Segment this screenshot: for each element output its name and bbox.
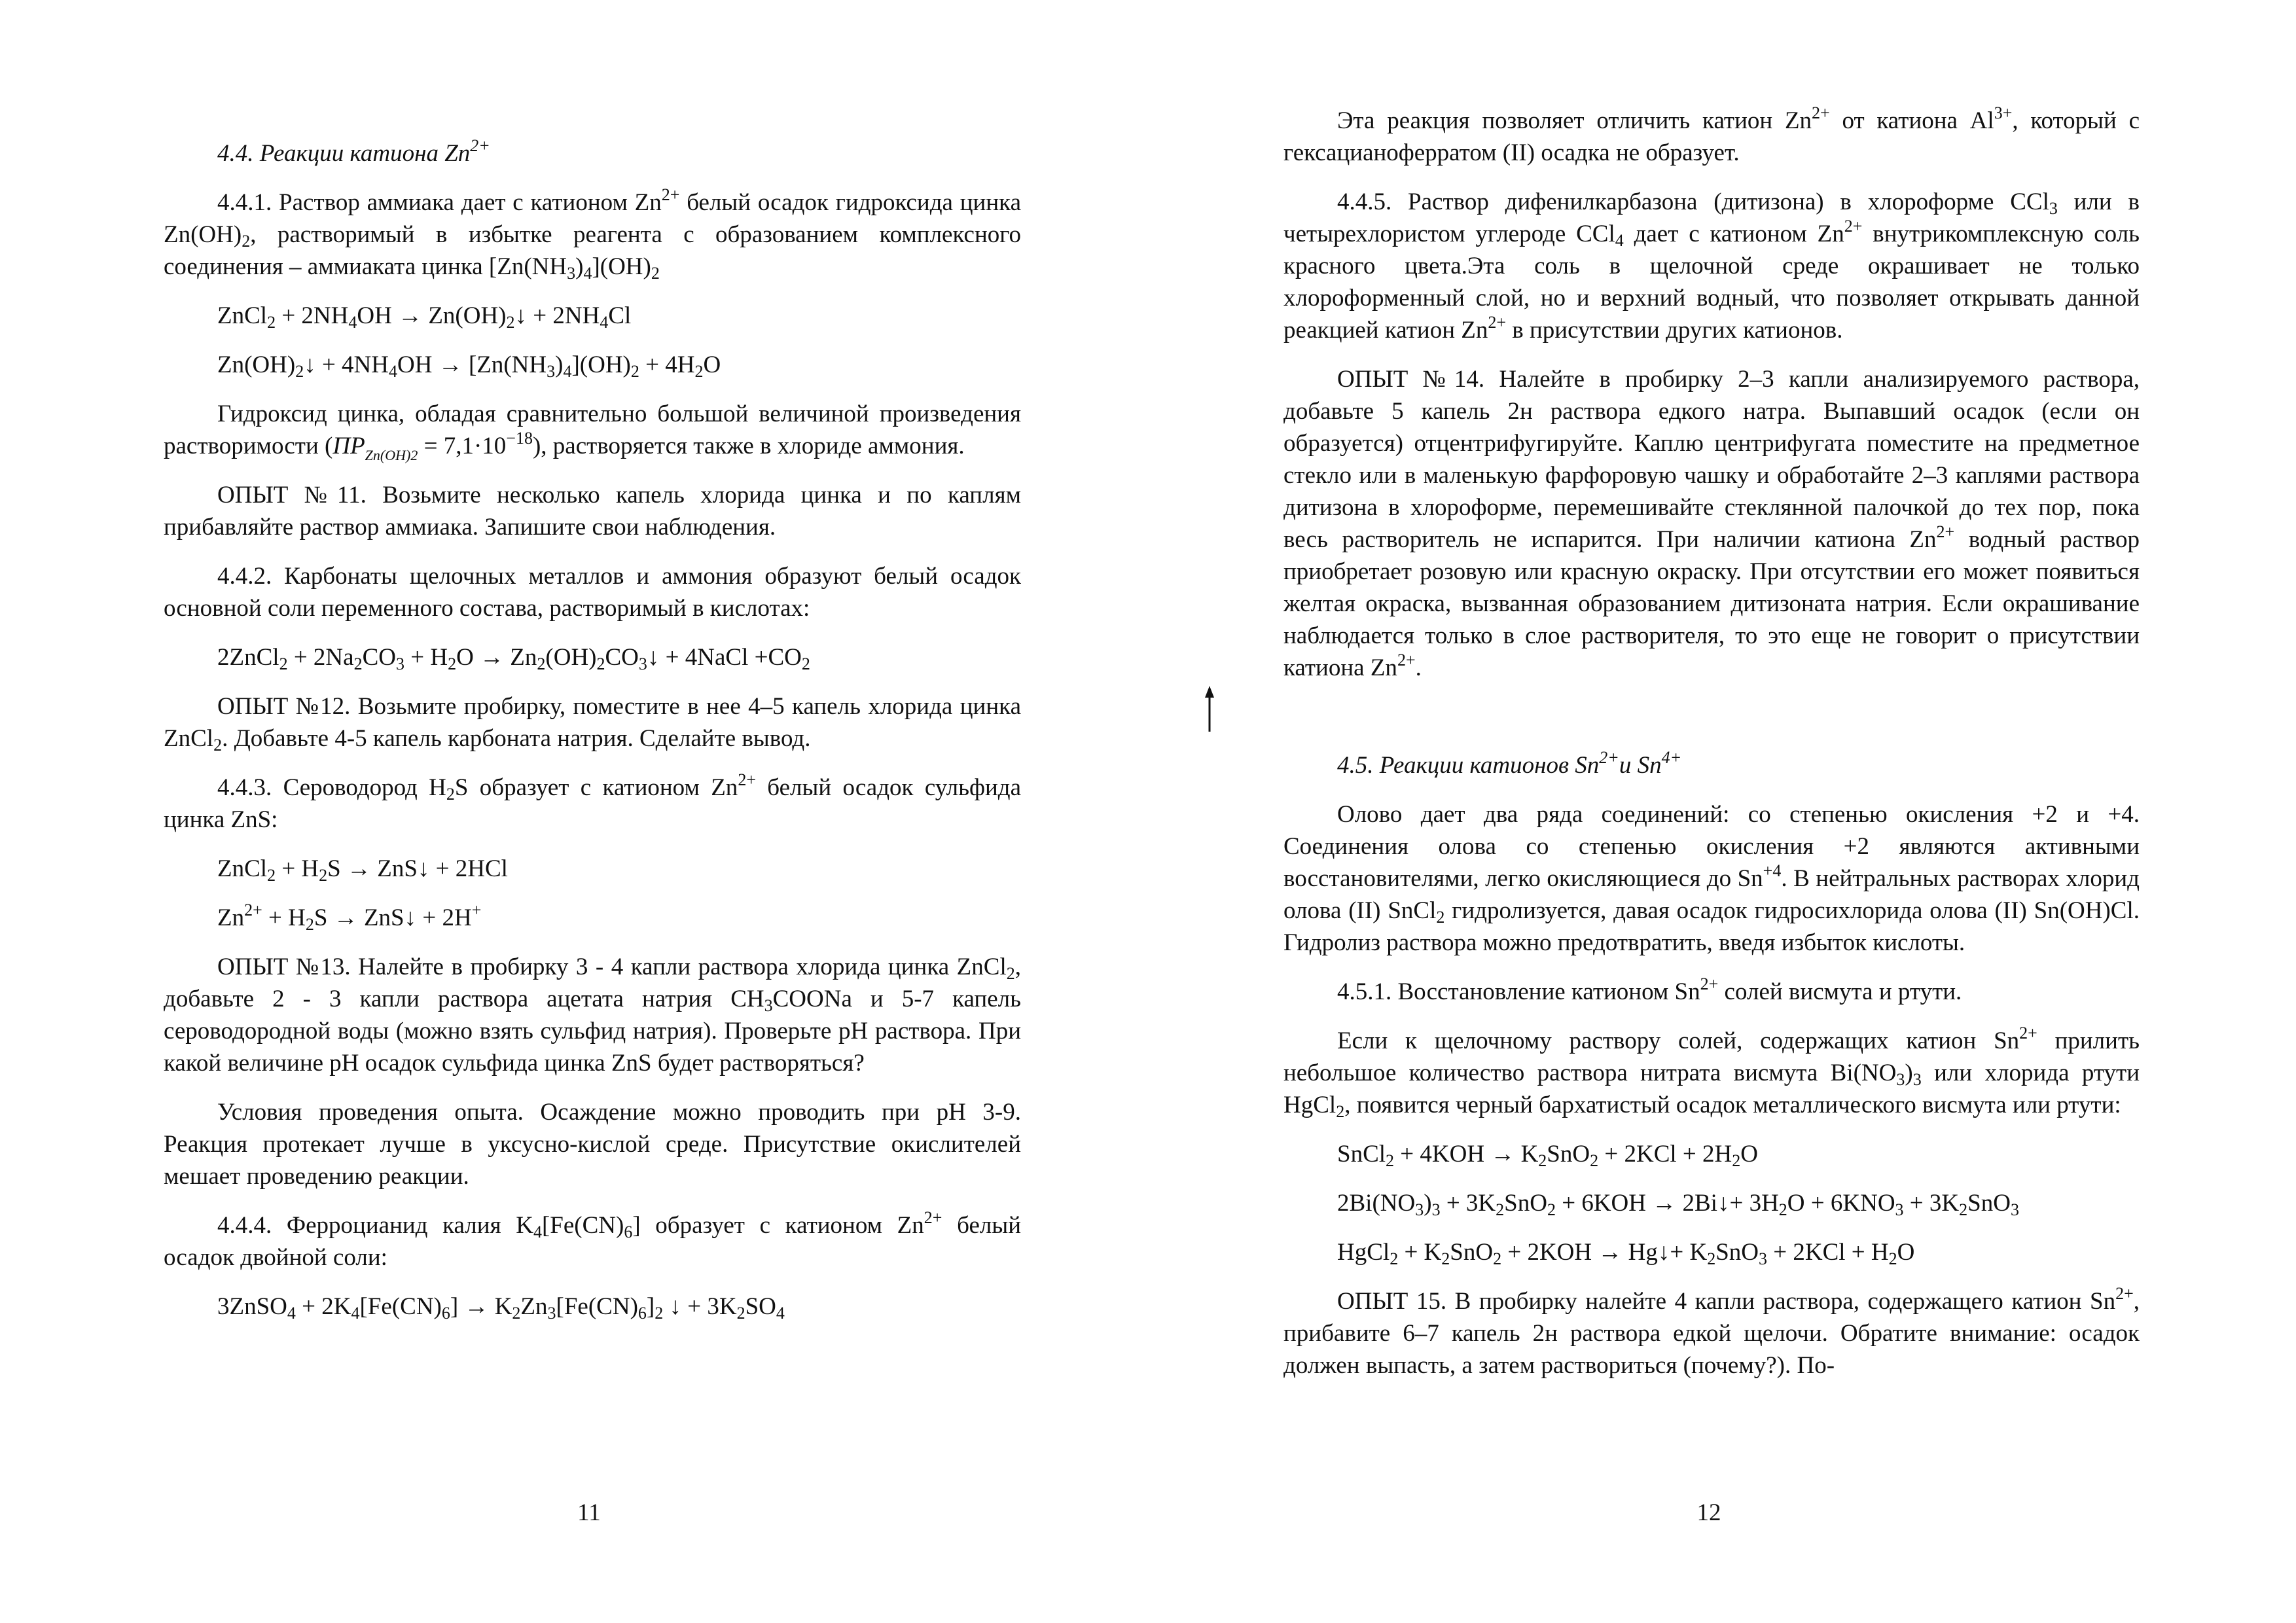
paragraph-4-4-1: [164, 187, 1021, 283]
experiment-11: ОПЫТ №11. Возьмите несколько капель хлорида цинка и по каплям прибавляйте раствор аммиака. Запишите свои наблюдения.: [164, 482, 1021, 541]
text: Zn: [217, 904, 245, 931]
text: белый осадок сульфида цинка ZnS:: [164, 774, 1021, 833]
equation-2: [164, 349, 1021, 381]
text: + 2KOH → Hg↓+ K: [1501, 1239, 1708, 1266]
subscript: 2: [1390, 1249, 1399, 1268]
subscript: 2: [267, 866, 276, 885]
text: [Fe(CN): [556, 1293, 638, 1320]
subscript: 3: [1896, 1070, 1905, 1089]
paragraph-4-4-2: 4.4.2. Карбонаты щелочных металлов и аммония образуют белый осадок основной соли переменного состава, растворимый в кислотах:: [164, 563, 1021, 622]
superscript: 2+: [1488, 313, 1507, 332]
subscript: 3: [547, 362, 556, 381]
text: ]: [646, 1293, 655, 1320]
subscript: 2: [596, 654, 605, 673]
subscript: 4: [351, 1304, 360, 1323]
text: 4.4.1. Раствор аммиака дает с катионом Zn: [217, 189, 662, 216]
text: + 2NH: [276, 302, 349, 329]
equation-1: [164, 300, 1021, 332]
paragraph-4-4-4: [164, 1209, 1021, 1274]
page-number-right: 12: [1696, 1499, 1721, 1526]
subscript: 2: [319, 866, 328, 885]
text: ОПЫТ №12. Возьмите пробирку, поместите в нее 4–5 капель хлорида цинка ZnCl: [164, 693, 1021, 752]
superscript: 2+: [1397, 651, 1416, 669]
superscript: 2+: [924, 1208, 942, 1227]
text: SnO: [1547, 1141, 1590, 1168]
text: + 2KCl + H: [1767, 1239, 1889, 1266]
subscript: 4: [1615, 231, 1624, 250]
text: Гидроксид цинка, обладая сравнительно большой величиной произведения растворимости (: [164, 401, 1021, 459]
paragraph-distinguish: [1283, 105, 2140, 169]
text: + 6KOH → 2Bi↓+ 3H: [1555, 1190, 1779, 1217]
formula-italic: ПР: [332, 433, 365, 459]
subscript: 2: [512, 1304, 521, 1323]
paragraph-tin: [1283, 798, 2140, 959]
section-heading-4-5: [1283, 749, 2140, 781]
text: ОПЫТ №13. Налейте в пробирку 3 - 4 капли раствора хлорида цинка ZnCl: [217, 954, 1007, 980]
subscript: 3: [1431, 1200, 1441, 1219]
subscript: 2: [1778, 1200, 1787, 1219]
text: 3ZnSO: [217, 1293, 287, 1320]
right-page: [1148, 0, 2296, 1623]
subscript: 2: [1959, 1200, 1968, 1219]
text: водный раствор приобретает розовую или красную окраску. При отсутствии его может появиться желтая окраска, вызванная образованием дитизоната натрия. Если окрашивание наблюдается только в слое растворителя, то это еще не говорит о присутствии катиона Zn: [1283, 526, 2140, 681]
heading-text: 4.4. Реакции катиона Zn: [217, 140, 471, 167]
text: = 7,1·10: [418, 433, 507, 459]
equation-3: [164, 641, 1021, 673]
text: .: [1415, 654, 1422, 681]
text: + H: [404, 644, 448, 671]
subscript: 4: [776, 1304, 785, 1323]
equation-4: [164, 853, 1021, 885]
text: ] образует с катионом Zn: [632, 1212, 924, 1239]
equation-5: [164, 902, 1021, 934]
subscript: 2: [1547, 1200, 1556, 1219]
paragraph-conditions: Условия проведения опыта. Осаждение можно проводить при pH 3-9. Реакция протекает лучше в уксусно-кислой среде. Присутствие окислителей мешает проведению реакции.: [164, 1099, 1021, 1190]
subscript: 2: [1538, 1151, 1547, 1170]
text: , растворимый в избытке реагента с образованием комплексного соединения – аммиаката цинка [Zn(NH: [164, 221, 1021, 280]
text: , появится черный бархатистый осадок металлического висмута или ртути:: [1344, 1092, 2121, 1118]
text: OH → Zn(OH): [357, 302, 507, 329]
text: SnO: [1450, 1239, 1494, 1266]
text: солей висмута и ртути.: [1718, 978, 1962, 1005]
subscript: 2: [1888, 1249, 1897, 1268]
subscript: 2: [655, 1304, 664, 1323]
heading-text: 4.5. Реакции катионов Sn: [1337, 752, 1600, 779]
subscript: 3: [395, 654, 404, 673]
subscript: 6: [637, 1304, 647, 1323]
subscript: 2: [446, 785, 455, 804]
superscript: 2+: [1700, 974, 1719, 993]
subscript: 3: [764, 996, 773, 1015]
text: + 4KOH → K: [1394, 1141, 1539, 1168]
paragraph-solubility: [164, 398, 1021, 462]
text: или хлорида ртути HgCl: [1283, 1060, 2140, 1118]
subscript: 4: [563, 362, 572, 381]
subscript: 2: [651, 264, 660, 283]
text: внутрикомплексную соль красного цвета.Эта соль в щелочной среде окрашивает не только хлороформенный слой, но и верхний водный, что позволяет открывать данной реакцией катион Zn: [1283, 221, 2140, 344]
subscript: 2: [1707, 1249, 1716, 1268]
equation-6: [164, 1291, 1021, 1323]
text: белый осадок гидроксида цинка Zn(OH): [164, 189, 1021, 248]
text: [Fe(CN): [359, 1293, 442, 1320]
text: прилить небольшое количество раствора нитрата висмута Bi(NO: [1283, 1027, 2140, 1086]
subscript: 2: [1732, 1151, 1741, 1170]
subscript: 4: [348, 313, 357, 332]
text: SnO: [1967, 1190, 2011, 1217]
page-number-left: 11: [577, 1499, 601, 1526]
text: + 2Na: [287, 644, 354, 671]
text: , который с гексацианоферратом (II) осадка не образует.: [1283, 107, 2140, 166]
text: Если к щелочному раствору солей, содержащих катион Sn: [1337, 1027, 2020, 1054]
experiment-12: [164, 690, 1021, 755]
text: Cl: [608, 302, 632, 329]
text: SnO: [1715, 1239, 1759, 1266]
text: ): [1905, 1060, 1913, 1086]
text: 2ZnCl: [217, 644, 279, 671]
subscript: 4: [287, 1304, 296, 1323]
left-text-column: [164, 137, 1021, 1323]
superscript: 2+: [2019, 1024, 2037, 1043]
text: (OH): [545, 644, 597, 671]
text: S → ZnS↓ + 2HCl: [327, 855, 508, 882]
experiment-14: [1283, 363, 2140, 684]
text: + 4H: [639, 351, 695, 378]
text: ](OH): [571, 351, 631, 378]
text: O: [1740, 1141, 1758, 1168]
text: CO: [605, 644, 639, 671]
subscript: 2: [1436, 908, 1445, 927]
text: + 2KCl + 2H: [1598, 1141, 1732, 1168]
subscript: 3: [1415, 1200, 1424, 1219]
text: , добавьте 2 - 3 капли раствора ацетата натрия CH: [164, 954, 1021, 1012]
subscript: 2: [410, 447, 418, 463]
text: + H: [276, 855, 319, 882]
subscript: 2: [630, 362, 639, 381]
text: от катиона Al: [1829, 107, 1994, 134]
superscript: 2+: [244, 901, 262, 919]
subscript: 4: [583, 264, 592, 283]
text: S → ZnS↓ + 2H: [314, 904, 472, 931]
text: ), растворяется также в хлориде аммония.: [532, 433, 965, 459]
superscript: 2+: [2115, 1284, 2134, 1303]
text: SnCl: [1337, 1141, 1386, 1168]
text: O: [703, 351, 721, 378]
superscript: 3+: [1994, 103, 2013, 122]
subscript: 2: [537, 654, 546, 673]
text: ] → K: [450, 1293, 512, 1320]
text: [Fe(CN): [541, 1212, 624, 1239]
superscript: 2+: [1812, 103, 1830, 122]
text: OH → [Zn(NH: [397, 351, 547, 378]
paragraph-4-5-1: [1283, 976, 2140, 1008]
text: O → Zn: [456, 644, 537, 671]
text: + 2K: [295, 1293, 351, 1320]
text: ОПЫТ 15. В пробирку налейте 4 капли раствора, содержащего катион Sn: [1337, 1288, 2116, 1315]
text: ↓ + 4NaCl +CO: [647, 644, 802, 671]
subscript: 3: [2049, 199, 2058, 218]
subscript: 2: [1590, 1151, 1599, 1170]
text: 2Bi(NO: [1337, 1190, 1416, 1217]
subscript: 2: [295, 362, 304, 381]
heading-text: и Sn: [1619, 752, 1662, 779]
text: Zn: [520, 1293, 548, 1320]
subscript: Zn(OH): [365, 447, 411, 463]
subscript: 2: [801, 654, 810, 673]
subscript: 2: [694, 362, 704, 381]
text: белый осадок двойной соли:: [164, 1212, 1021, 1271]
superscript: 2+: [738, 770, 756, 789]
text: + K: [1398, 1239, 1442, 1266]
subscript: 3: [2010, 1200, 2019, 1219]
text: Zn(OH): [217, 351, 296, 378]
subscript: 2: [1496, 1200, 1505, 1219]
subscript: 3: [1759, 1249, 1767, 1268]
superscript: 2+: [470, 136, 490, 155]
subscript: 3: [638, 654, 647, 673]
text: 4.4.3. Сероводород H: [217, 774, 446, 801]
right-text-column: [1283, 105, 2140, 1382]
subscript: 2: [1006, 964, 1015, 983]
subscript: 4: [600, 313, 609, 332]
text: ↓ + 2NH: [514, 302, 600, 329]
text: или в четырехлористом углероде CCl: [1283, 188, 2140, 247]
text: ): [1424, 1190, 1432, 1217]
subscript: 2: [1336, 1102, 1345, 1121]
text: SO: [745, 1293, 776, 1320]
superscript: 2+: [1936, 522, 1955, 541]
text: + H: [262, 904, 306, 931]
superscript: 4+: [1661, 748, 1682, 767]
subscript: 2: [213, 736, 223, 755]
superscript: 2+: [1844, 217, 1863, 236]
subscript: 2: [506, 313, 515, 332]
subscript: 2: [736, 1304, 745, 1323]
text: COONa и 5-7 капель сероводородной воды (можно взять сульфид натрия). Проверьте pH раствора. При какой величине pH осадок сульфида цинка ZnS будет растворяться?: [164, 986, 1021, 1077]
text: O + 6KNO: [1787, 1190, 1895, 1217]
text: ](OH): [592, 253, 651, 280]
text: CO: [362, 644, 396, 671]
superscript: 2+: [661, 185, 680, 204]
paragraph-4-4-3: [164, 772, 1021, 836]
subscript: 2: [305, 915, 314, 934]
text: . В нейтральных растворах хлорид олова (II) SnCl: [1283, 865, 2140, 924]
text: ): [575, 253, 584, 280]
text: . Добавьте 4-5 капель карбоната натрия. Сделайте вывод.: [222, 725, 811, 752]
text: гидролизуется, давая осадок гидросихлорида олова (II) Sn(OH)Cl. Гидролиз раствора можно предотвратить, введя избыток кислоты.: [1283, 897, 2140, 956]
subscript: 6: [441, 1304, 450, 1323]
text: ↓ + 3K: [663, 1293, 737, 1320]
paragraph-reduction: [1283, 1025, 2140, 1121]
text: Эта реакция позволяет отличить катион Zn: [1337, 107, 1812, 134]
text: SnO: [1504, 1190, 1547, 1217]
paragraph-4-4-5: [1283, 186, 2140, 346]
text: + 3K: [1440, 1190, 1496, 1217]
text: S образует с катионом Zn: [454, 774, 738, 801]
text: ОПЫТ №14. Налейте в пробирку 2–3 капли анализируемого раствора, добавьте 5 капель 2н раствора едкого натра. Выпавший осадок (если он образуется) отцентрифугируйте. Каплю центрифугата поместите на предметное стекло или в маленькую фарфоровую чашку и обработайте 2–3 каплями раствора дитизона в хлороформе, перемешивайте стеклянной палочкой до тех пор, пока весь растворитель не испарится. При наличии катиона Zn: [1283, 366, 2140, 553]
section-heading-4-4: [164, 137, 1021, 169]
text: , прибавите 6–7 капель 2н раствора едкой щелочи. Обратите внимание: осадок должен выпасть, а затем раствориться (почему?). По-: [1283, 1288, 2140, 1379]
text: O: [1897, 1239, 1915, 1266]
subscript: 3: [547, 1304, 556, 1323]
superscript: +4: [1763, 861, 1782, 880]
equation-7: [1283, 1138, 2140, 1170]
text: + 3K: [1903, 1190, 1960, 1217]
text: ↓ + 4NH: [304, 351, 389, 378]
subscript: 3: [1912, 1070, 1922, 1089]
subscript: 3: [1895, 1200, 1904, 1219]
subscript: 2: [279, 654, 288, 673]
superscript: 2+: [1599, 748, 1619, 767]
experiment-13: [164, 951, 1021, 1079]
subscript: 2: [353, 654, 363, 673]
subscript: 2: [267, 313, 276, 332]
subscript: 2: [1493, 1249, 1502, 1268]
text: дает с катионом Zn: [1623, 221, 1844, 247]
experiment-15: [1283, 1285, 2140, 1382]
superscript: +: [471, 901, 482, 919]
subscript: 2: [1441, 1249, 1450, 1268]
text: ): [555, 351, 564, 378]
text: 4.4.4. Ферроцианид калия K: [217, 1212, 533, 1239]
text: HgCl: [1337, 1239, 1390, 1266]
text: в присутствии других катионов.: [1506, 317, 1843, 344]
text: 4.5.1. Восстановление катионом Sn: [1337, 978, 1700, 1005]
subscript: 6: [624, 1222, 633, 1241]
superscript: −18: [506, 429, 533, 448]
text: ZnCl: [217, 302, 268, 329]
subscript: 2: [1386, 1151, 1395, 1170]
subscript: 2: [242, 232, 251, 251]
equation-9: [1283, 1236, 2140, 1268]
subscript: 2: [448, 654, 457, 673]
text: ZnCl: [217, 855, 268, 882]
subscript: 4: [533, 1222, 542, 1241]
subscript: 3: [567, 264, 576, 283]
text: Олово дает два ряда соединений: со степенью окисления +2 и +4. Соединения олова со степенью окисления +2 являются активными восстановителями, легко окисляющиеся до Sn: [1283, 801, 2140, 892]
equation-8: [1283, 1187, 2140, 1219]
subscript: 4: [389, 362, 397, 381]
text: 4.4.5. Раствор дифенилкарбазона (дитизона) в хлороформе CCl: [1337, 188, 2049, 215]
